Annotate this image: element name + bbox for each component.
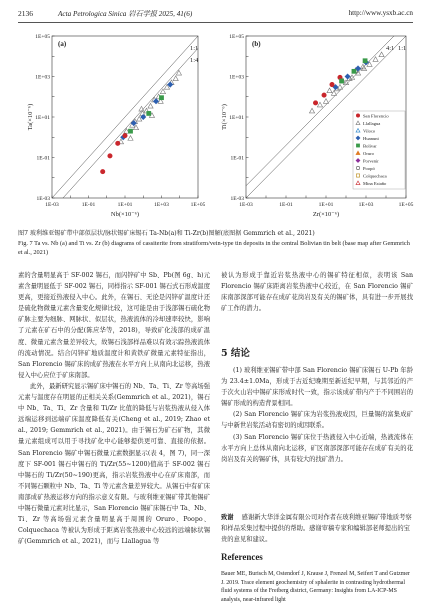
x-tick-label: 1E+03 [358, 202, 374, 208]
x-tick-label: 1E-03 [239, 202, 253, 208]
acknowledgement-label: 致谢 [221, 514, 234, 521]
reference-entry: Bauer ME, Burisch M, Ostendorf J, Krause J, Frenzel M, Seifert T and Gutzmer J. 2019. Trace element geochemistry of sphalerite in contrasting hydrothermal fluid systems of the Freiberg district, Germany: Insights from LA-ICP-MS analysis, near-infrared light [221, 571, 410, 603]
data-point [373, 57, 378, 62]
data-point [108, 154, 112, 158]
data-point [339, 79, 343, 83]
y-tick-label: 1E+03 [229, 74, 244, 81]
x-tick-label: 1E-01 [81, 202, 96, 208]
x-tick-label: 1E+05 [398, 202, 414, 208]
x-tick-label: 1E+03 [154, 202, 169, 208]
x-axis-label: Nb(×10⁻⁶) [110, 211, 140, 218]
ratio-line [63, 48, 198, 198]
panel-label: (b) [252, 40, 261, 48]
legend-marker [356, 144, 359, 147]
body-left-column [18, 270, 210, 547]
y-tick-label: 1E+01 [229, 115, 244, 121]
legend-label: Llallagua [363, 121, 381, 126]
data-point [160, 89, 165, 94]
y-tick-label: 1E-03 [36, 196, 50, 202]
journal-url[interactable]: http://www.ysxb.ac.cn [348, 9, 413, 17]
body-paragraph: 此外，最新研究显示锡矿床中锡石的 Nb、Ta、Ti、Zr 等高场强元素与温度存在明显的正相关关系(Gemmrich et al., 2021)，锡石中 Nb、Ta、Ti、Zr 含量和 Ti/Zr 比值的降低与岩浆热液从侵入体远端运移到远端矿床温度降低有关(Cheng et al., 2019; Zhao et al., 2019; Gemmrich et al., 2021)。由于锡石为矿石矿物，其微量元素组成可以用于寻找矿化中心能够提供更可靠、直接的依据。San Florencio 锡矿中锡石微量元素数据显示(表 4，图 7)，同一深度下 SF-001 锡石中锡石的 Ti/Zr(55~1200)值高于 SF-002 锡石中锡石的 Ti/Zr(50~190)更高，指示岩浆热液中心在矿床南部，而不同锡石颗粒中 Nb、Ta、Ti 等元素含量差异较大。从锡石中有矿床南部成矿热液运移方向的指示意义有限。与玻利维亚锡矿带其他锡矿中锡石微量元素对比显示，San Florencio 锡矿床锡石中 Ta、Nb、Ti、Zr 等高场强元素含量明显高于周围的 Oruro、Poopo、Colquechaca 等被认为形成于距离岩浆热液中心较远的远端脉状锡矿(Gemmrich et al., 2021)，而与 Llallagua 等 [18, 382, 210, 546]
chart-ta-nb [20, 26, 205, 224]
page-number: 2136 [18, 9, 33, 18]
y-tick-label: 1E-01 [36, 155, 50, 162]
data-point [352, 69, 356, 73]
body-paragraph: 被认为形成于靠近岩浆热液中心的锡矿特征相似，表明该 San Florencio 锡矿床距离岩浆热液中心较近，在 San Florencio 锡矿床南部深部可能存在成矿花岗岩及有关的锡矿体，具有进一步开展找矿工作的潜力。 [221, 272, 413, 313]
x-tick-label: 1E+01 [318, 202, 334, 208]
legend-label: Mina Estaño [363, 181, 387, 186]
data-point [345, 74, 350, 79]
legend-label: Bolivar [363, 143, 377, 149]
conclusion-item: (3) San Florencio 锡矿床位于热液侵入中心近端，热液流体在水平方向上总体从南向北运移，矿区南部深部可能存在成矿有关的花岗岩及有关的锡矿体，具有较大的找矿潜力。 [221, 433, 413, 463]
x-tick-label: 1E+05 [190, 202, 205, 208]
ratio-label: 1:1 [398, 45, 407, 52]
data-point [317, 102, 322, 107]
ratio-label: 1:4 [190, 57, 199, 65]
y-tick-label: 1E+03 [35, 74, 50, 81]
legend-label: Oruro [363, 151, 374, 156]
conclusion-item: (1) 玻利维亚锡矿带中部 San Florencio 锡矿床锡石 U-Pb 年龄为 23.4±1.0Ma，形成于古近纪晚期至新近纪早期，与其邻近的产于次火山岩中锡矿床形成时代一致，指示该成矿带内产于不同围岩的锡矿形成的构造背景相同。 [221, 367, 413, 408]
data-point [173, 76, 178, 81]
x-tick-label: 1E-03 [45, 202, 59, 208]
data-point [330, 82, 334, 86]
data-point [147, 111, 151, 115]
body-right-column [221, 270, 413, 314]
data-point [168, 82, 173, 87]
conclusion-item: (2) San Florencio 锡矿床为岩浆热液成因，巨量锡的富集成矿与中新世岩浆活动有密切的成因联系。 [221, 411, 413, 430]
y-tick-label: 1E-01 [230, 155, 244, 162]
data-point [309, 108, 314, 113]
legend-label: Huanuni [363, 136, 379, 141]
body-paragraph: 素的含量明显高于 SF-002 锡石，而闪锌矿中 Sb、Pb(图 6g、h)元素含量明显低于 SF-002 锡石，同样指示 SF-001 锡石式石形成温度更高，更接近热液侵入中心。此外，在锡石、无论是闪锌矿温度计还是硫化物微量元素含量变化规律比较，这可能是由于浅部锡石硫化物矿脉主要为细脉、网脉状、似层状，热液流体的冷却速率较快，影响了元素在矿石中的分配(陈应华等，2018)，导致矿化浅部的成矿温度、微量元素含量差异较大，故锡石浅部样品难以有效示踪热液流体的流动情况。结合闪锌矿地质温度计和黄铁矿微量元素特征指出，San Florencio 锡矿床的成矿热液在水平方向上从南向北运移，热液侵入中心应位于矿床南部。 [18, 272, 210, 379]
data-point [148, 103, 153, 108]
legend-label: Porvenir [363, 158, 379, 164]
ratio-label: 1:1 [190, 45, 199, 52]
legend-marker [356, 114, 359, 117]
data-point [123, 133, 127, 137]
data-point [379, 52, 384, 57]
chart-ti-zr [214, 26, 414, 224]
ratio-line [52, 36, 198, 198]
conclusion-list [221, 365, 413, 465]
data-point [313, 101, 317, 105]
acknowledgement-text: 感谢新大华洋金属有限公司对作者在玻利维亚锡矿带地质考察和样品采集过程中提供的帮助。感谢审稿专家和编辑部老师提出的宝贵的意见和建议。 [221, 514, 412, 544]
x-tick-label: 1E+01 [117, 202, 133, 208]
references-title: References [221, 552, 263, 562]
figure-caption-zh: 图7 玻利维亚锡矿带中部似层状/脉状锡矿床锡石 Ta-Nb(a)和 Ti-Zr(b)图解(底图据 Gemmrich et al., 2021) [18, 230, 315, 237]
data-point [322, 93, 326, 97]
ratio-label: 4:1 [385, 45, 395, 52]
legend-label: San Florencio [363, 113, 389, 119]
journal-title: Acta Petrologica Sinica 岩石学报 2025, 41(6) [58, 10, 193, 18]
legend-label: Colquechaca [363, 173, 387, 179]
data-point [153, 99, 158, 104]
data-point [363, 59, 367, 63]
header-rule [18, 22, 413, 23]
y-tick-label: 1E-03 [230, 196, 244, 202]
x-tick-label: 1E-01 [279, 202, 293, 208]
y-tick-label: 1E+01 [35, 115, 50, 121]
panel-label: (a) [58, 40, 67, 48]
legend-label: Viloco [363, 128, 376, 134]
data-point [100, 169, 104, 173]
y-tick-label: 1E+05 [229, 34, 244, 40]
legend-label: Poopó [363, 166, 375, 171]
figure-caption-en: Fig. 7 Ta vs. Nb (a) and Ti vs. Zr (b) diagrams of cassiterite from stratiform/vein-type tin deposits in the central Bolivian tin belt (base map after Gemmrich et al., 2021) [18, 240, 410, 256]
running-header [18, 9, 413, 23]
data-point [159, 96, 163, 100]
data-point [128, 129, 132, 133]
section-title: 5 结论 [221, 348, 250, 359]
data-point [116, 141, 120, 145]
y-axis-label: Ti(×10⁻⁶) [221, 104, 228, 130]
y-tick-label: 1E+05 [35, 34, 50, 40]
y-axis-label: Ta(×10⁻⁶) [27, 103, 34, 131]
data-point [128, 136, 133, 141]
x-axis-label: Zr(×10⁻⁶) [312, 211, 340, 218]
data-point [327, 88, 332, 93]
acknowledgement [221, 512, 413, 545]
